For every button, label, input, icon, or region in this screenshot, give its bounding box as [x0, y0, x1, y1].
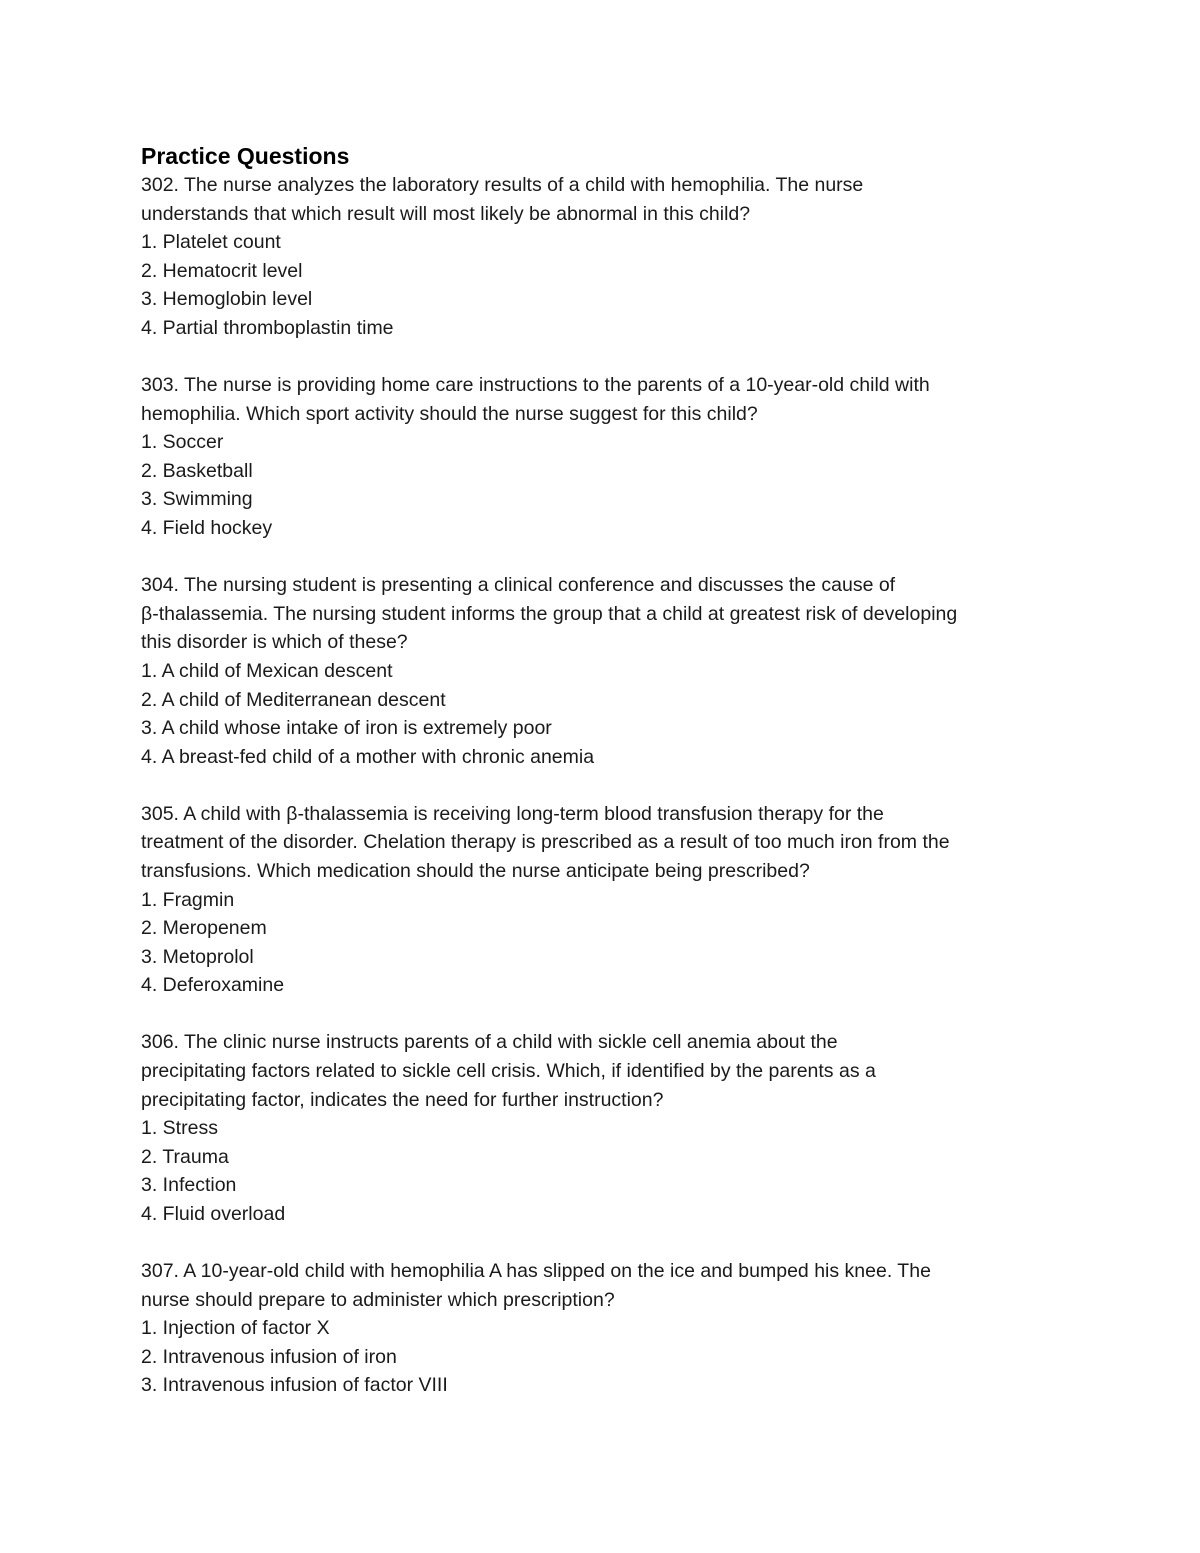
- question-stem-line: 306. The clinic nurse instructs parents of a child with sickle cell anemia about the: [141, 1031, 838, 1054]
- question-stem: [141, 1257, 1071, 1314]
- question-305: [141, 800, 1071, 1000]
- answer-option: 4. Deferoxamine: [141, 974, 285, 997]
- question-stem-line: 303. The nurse is providing home care instructions to the parents of a 10-year-old child with: [141, 374, 930, 397]
- question-302: [141, 171, 1071, 343]
- document-content: [141, 141, 1071, 1400]
- answer-option: 3. Swimming: [141, 488, 253, 511]
- question-stem-line: hemophilia. Which sport activity should the nurse suggest for this child?: [141, 402, 758, 425]
- answer-option: 3. Intravenous infusion of factor VIII: [141, 1374, 448, 1397]
- question-stem-line: 307. A 10-year-old child with hemophilia A has slipped on the ice and bumped his knee. The: [141, 1260, 931, 1283]
- question-stem-line: transfusions. Which medication should the nurse anticipate being prescribed?: [141, 859, 810, 882]
- question-303: [141, 371, 1071, 543]
- question-stem: [141, 1028, 1071, 1114]
- question-stem-line: β-thalassemia. The nursing student informs the group that a child at greatest risk of developing: [141, 602, 958, 625]
- question-stem-line: precipitating factors related to sickle cell crisis. Which, if identified by the parents as a: [141, 1060, 876, 1083]
- question-stem-line: treatment of the disorder. Chelation therapy is prescribed as a result of too much iron from the: [141, 831, 950, 854]
- answer-option: 3. A child whose intake of iron is extremely poor: [141, 717, 552, 740]
- answer-option: 1. A child of Mexican descent: [141, 659, 393, 682]
- answer-option: 1. Soccer: [141, 431, 224, 454]
- question-stem-line: 304. The nursing student is presenting a clinical conference and discusses the cause of: [141, 574, 896, 597]
- answer-option: 2. Intravenous infusion of iron: [141, 1345, 397, 1368]
- answer-option: 2. Hematocrit level: [141, 259, 303, 282]
- answer-option: 2. Basketball: [141, 459, 253, 482]
- answer-option: 3. Hemoglobin level: [141, 288, 313, 311]
- question-stem-line: 305. A child with β-thalassemia is receiving long-term blood transfusion therapy for the: [141, 802, 884, 825]
- answer-option: 3. Infection: [141, 1174, 237, 1197]
- answer-option: 1. Fragmin: [141, 888, 235, 911]
- question-307: [141, 1257, 1071, 1400]
- answer-option: 3. Metoprolol: [141, 945, 254, 968]
- answer-option: 2. Meropenem: [141, 917, 267, 940]
- question-304: [141, 571, 1071, 771]
- answer-option: 4. Field hockey: [141, 517, 273, 540]
- question-stem-line: understands that which result will most likely be abnormal in this child?: [141, 202, 751, 225]
- answer-option: 4. Partial thromboplastin time: [141, 316, 394, 339]
- page-title: Practice Questions: [141, 143, 350, 169]
- question-stem: [141, 371, 1071, 428]
- question-306: [141, 1028, 1071, 1228]
- question-stem: [141, 800, 1071, 886]
- answer-option: 1. Injection of factor X: [141, 1317, 330, 1340]
- answer-option: 4. A breast-fed child of a mother with chronic anemia: [141, 745, 595, 768]
- question-stem: [141, 571, 1071, 657]
- answer-option: 1. Stress: [141, 1117, 218, 1140]
- question-stem-line: this disorder is which of these?: [141, 631, 408, 654]
- answer-option: 2. Trauma: [141, 1145, 229, 1168]
- question-stem-line: nurse should prepare to administer which prescription?: [141, 1288, 615, 1311]
- question-stem-line: 302. The nurse analyzes the laboratory results of a child with hemophilia. The nurse: [141, 174, 864, 196]
- question-stem-line: precipitating factor, indicates the need for further instruction?: [141, 1088, 664, 1111]
- question-stem: [141, 171, 1071, 228]
- answer-option: 1. Platelet count: [141, 231, 281, 254]
- answer-option: 4. Fluid overload: [141, 1203, 286, 1225]
- answer-option: 2. A child of Mediterranean descent: [141, 688, 446, 711]
